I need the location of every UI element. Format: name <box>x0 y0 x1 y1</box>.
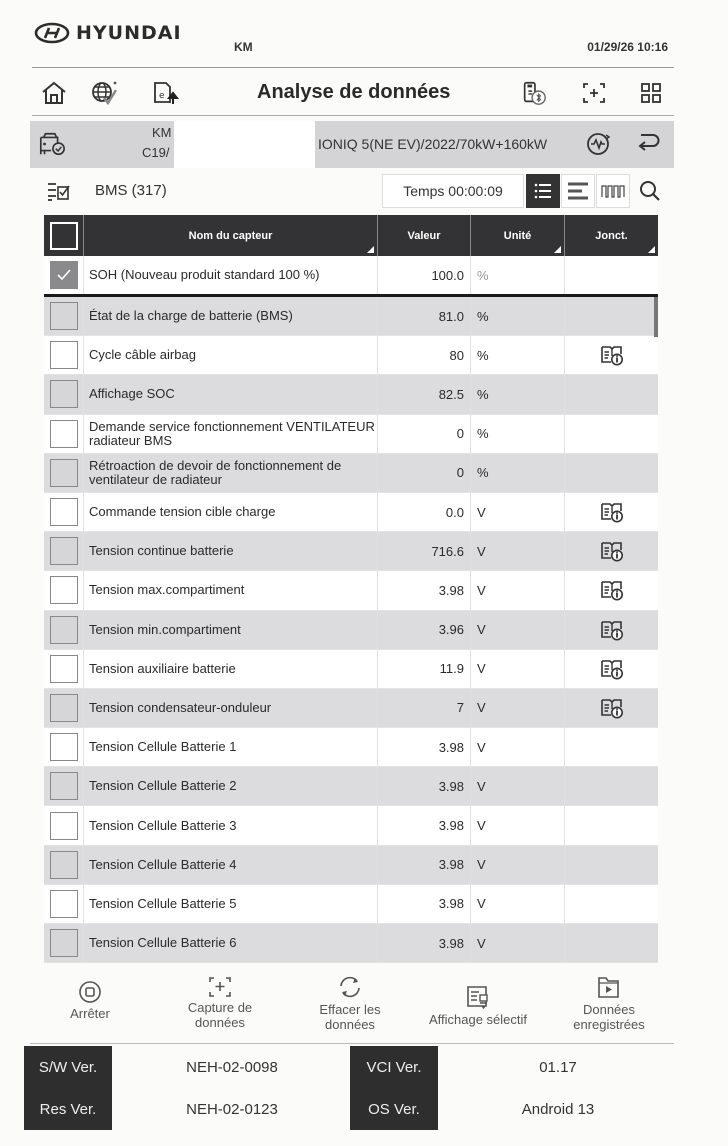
jonct-cell <box>565 767 658 805</box>
search-icon[interactable] <box>636 178 664 204</box>
sensor-value: 7 <box>378 689 471 727</box>
sensor-name: Cycle câble airbag <box>84 336 378 374</box>
stop-icon <box>78 980 102 1004</box>
row-checkbox-cell <box>44 336 84 374</box>
info-book-icon <box>600 344 624 366</box>
row-checkbox-cell <box>44 493 84 531</box>
vehicle-check-icon <box>38 131 66 157</box>
sensor-unit: V <box>471 532 565 570</box>
row-checkbox-cell <box>44 297 84 335</box>
jonct-cell <box>565 415 658 453</box>
row-checkbox[interactable] <box>50 420 78 448</box>
sensor-unit: V <box>471 924 565 962</box>
bar-view-button[interactable] <box>561 174 595 208</box>
folder-play-icon <box>596 974 622 1000</box>
table-body <box>44 256 658 963</box>
info-book-icon <box>600 540 624 562</box>
page-title: Analyse de données <box>257 81 451 103</box>
row-checkbox[interactable] <box>50 929 78 957</box>
row-checkbox-cell <box>44 532 84 570</box>
sensor-value: 3.98 <box>378 806 471 844</box>
sensor-name: Commande tension cible charge <box>84 493 378 531</box>
row-checkbox[interactable] <box>50 302 78 330</box>
refresh-icon <box>336 974 364 1000</box>
row-checkbox[interactable] <box>50 890 78 918</box>
row-checkbox-cell <box>44 611 84 649</box>
sensor-value: 3.98 <box>378 728 471 766</box>
checklist-icon[interactable] <box>44 178 72 204</box>
list-view-button[interactable] <box>526 174 560 208</box>
column-jonct-label: Jonct. <box>595 229 628 242</box>
table-row[interactable] <box>44 650 658 689</box>
unit-label: KM <box>234 40 253 54</box>
version-info <box>24 1046 684 1130</box>
sensor-unit: V <box>471 846 565 884</box>
stop-button[interactable] <box>52 976 128 1021</box>
column-value <box>378 215 471 256</box>
sensor-name: Tension Cellule Batterie 4 <box>84 846 378 884</box>
sensor-value: 11.9 <box>378 650 471 688</box>
row-checkbox-cell <box>44 806 84 844</box>
status-bar <box>32 22 674 68</box>
row-checkbox[interactable] <box>50 341 78 369</box>
column-name-label: Nom du capteur <box>188 229 273 242</box>
row-checkbox-cell <box>44 375 84 413</box>
select-all-cell <box>44 215 84 256</box>
column-name[interactable] <box>84 215 378 256</box>
capture-label-1: Capture de <box>187 1000 253 1015</box>
sensor-unit: V <box>471 650 565 688</box>
row-checkbox[interactable] <box>50 655 78 683</box>
sensor-unit: % <box>471 256 565 294</box>
res-version-value: NEH-02-0123 <box>186 1100 278 1118</box>
row-checkbox[interactable] <box>50 812 78 840</box>
sensor-unit: V <box>471 689 565 727</box>
select-all-checkbox[interactable] <box>50 222 78 250</box>
row-checkbox-cell <box>44 924 84 962</box>
svg-text:e: e <box>159 91 165 101</box>
waveform-icon <box>601 183 625 199</box>
jonct-cell[interactable] <box>565 532 658 570</box>
row-checkbox[interactable] <box>50 576 78 604</box>
sensor-unit: % <box>471 454 565 492</box>
table-row[interactable] <box>44 493 658 532</box>
os-version-value: Android 13 <box>521 1100 595 1118</box>
row-checkbox[interactable] <box>50 498 78 526</box>
saved-label-2: enregistrées <box>573 1017 645 1032</box>
sensor-name: Affichage SOC <box>84 375 378 413</box>
row-checkbox[interactable] <box>50 694 78 722</box>
list-icon <box>533 182 553 200</box>
info-book-icon <box>600 501 624 523</box>
sensor-name: SOH (Nouveau produit standard 100 %) <box>84 256 378 294</box>
row-checkbox-cell <box>44 571 84 609</box>
sensor-value: 3.98 <box>378 846 471 884</box>
jonct-cell <box>565 924 658 962</box>
sensor-unit: V <box>471 806 565 844</box>
row-checkbox[interactable] <box>50 851 78 879</box>
sensor-value: 0.0 <box>378 493 471 531</box>
jonct-cell[interactable] <box>565 336 658 374</box>
row-checkbox-cell <box>44 650 84 688</box>
table-row[interactable] <box>44 297 658 336</box>
jonct-cell <box>565 256 658 294</box>
check-icon <box>56 268 72 282</box>
table-row[interactable] <box>44 924 658 963</box>
jonct-cell <box>565 728 658 766</box>
vehicle-code: C19/ <box>142 145 170 160</box>
clear-label-2: données <box>325 1017 375 1032</box>
table-row[interactable] <box>44 728 658 767</box>
row-checkbox[interactable] <box>50 733 78 761</box>
sensor-value: 3.98 <box>378 924 471 962</box>
list-header <box>30 172 674 210</box>
table-row[interactable] <box>44 571 658 610</box>
home-icon[interactable] <box>40 80 68 106</box>
saved-label-1: Données <box>582 1002 636 1017</box>
sensor-name: Tension Cellule Batterie 1 <box>84 728 378 766</box>
capture-icon[interactable] <box>580 80 608 106</box>
row-checkbox[interactable] <box>50 616 78 644</box>
jonct-cell[interactable] <box>565 611 658 649</box>
table-row[interactable] <box>44 767 658 806</box>
sensor-value: 0 <box>378 415 471 453</box>
res-version-label: Res Ver. <box>24 1088 112 1130</box>
vci-version-label: VCI Ver. <box>350 1046 438 1088</box>
table-header <box>44 215 658 256</box>
sensor-value: 0 <box>378 454 471 492</box>
selective-display-icon <box>465 984 491 1010</box>
row-checkbox-cell <box>44 689 84 727</box>
brand-name: HYUNDAI <box>76 22 182 44</box>
redacted-area <box>174 121 315 168</box>
table-row[interactable] <box>44 336 658 375</box>
column-value-label: Valeur <box>407 229 441 242</box>
jonct-cell <box>565 375 658 413</box>
row-checkbox[interactable] <box>50 380 78 408</box>
jonct-cell <box>565 806 658 844</box>
toolbar <box>32 70 674 116</box>
sensor-value: 716.6 <box>378 532 471 570</box>
row-checkbox[interactable] <box>50 772 78 800</box>
sensor-name: Tension min.compartiment <box>84 611 378 649</box>
vehicle-scan-icon[interactable] <box>584 131 612 157</box>
sensor-name: État de la charge de batterie (BMS) <box>84 297 378 335</box>
table-row[interactable] <box>44 375 658 414</box>
return-icon[interactable] <box>634 131 662 157</box>
info-book-icon <box>600 658 624 680</box>
sensor-name: Tension condensateur-onduleur <box>84 689 378 727</box>
sensor-unit: V <box>471 728 565 766</box>
table-row[interactable] <box>44 689 658 728</box>
sensor-unit: V <box>471 611 565 649</box>
jonct-cell[interactable] <box>565 571 658 609</box>
action-bar <box>30 970 674 1044</box>
sort-icon <box>367 246 374 253</box>
timer-display: Temps 00:00:09 <box>382 174 524 208</box>
vci-version-value: 01.17 <box>539 1058 577 1076</box>
hyundai-emblem-icon <box>34 22 70 44</box>
sensor-value: 80 <box>378 336 471 374</box>
sensor-value: 100.0 <box>378 256 471 294</box>
row-checkbox[interactable] <box>50 537 78 565</box>
sensor-value: 3.98 <box>378 767 471 805</box>
sensor-value: 3.96 <box>378 611 471 649</box>
selective-display-button[interactable] <box>412 982 544 1027</box>
sensor-unit: V <box>471 767 565 805</box>
jonct-cell <box>565 885 658 923</box>
jonct-cell[interactable] <box>565 650 658 688</box>
sensor-table <box>44 215 658 963</box>
sensor-value: 3.98 <box>378 885 471 923</box>
jonct-cell[interactable] <box>565 689 658 727</box>
clear-label-1: Effacer les <box>319 1002 381 1017</box>
capture-label-2: données <box>195 1015 245 1030</box>
sensor-value: 82.5 <box>378 375 471 413</box>
sensor-name: Tension Cellule Batterie 6 <box>84 924 378 962</box>
datetime: 01/29/26 10:16 <box>587 40 668 54</box>
column-jonct[interactable] <box>565 215 658 256</box>
row-checkbox-cell <box>44 415 84 453</box>
sort-icon <box>554 246 561 253</box>
table-row[interactable] <box>44 256 658 297</box>
info-book-icon <box>600 619 624 641</box>
sensor-name: Tension Cellule Batterie 2 <box>84 767 378 805</box>
sw-version-label: S/W Ver. <box>24 1046 112 1088</box>
os-version-label: OS Ver. <box>350 1088 438 1130</box>
graph-view-button[interactable] <box>596 174 630 208</box>
hyundai-logo <box>34 22 182 44</box>
row-checkbox-cell <box>44 767 84 805</box>
sensor-name: Tension Cellule Batterie 3 <box>84 806 378 844</box>
sort-icon <box>648 246 655 253</box>
row-checkbox[interactable] <box>50 459 78 487</box>
saved-data-button[interactable] <box>560 972 658 1032</box>
sensor-name: Tension auxiliaire batterie <box>84 650 378 688</box>
sensor-name: Tension Cellule Batterie 5 <box>84 885 378 923</box>
sw-version-value: NEH-02-0098 <box>186 1058 278 1076</box>
scrollbar[interactable] <box>654 297 658 337</box>
vehicle-model: IONIQ 5(NE EV)/2022/70kW+160kW <box>318 136 548 152</box>
table-row[interactable] <box>44 846 658 885</box>
table-row[interactable] <box>44 415 658 454</box>
info-book-icon <box>600 579 624 601</box>
row-checkbox[interactable] <box>50 261 78 289</box>
sensor-value: 81.0 <box>378 297 471 335</box>
globe-check-icon[interactable] <box>90 80 118 106</box>
row-checkbox-cell <box>44 846 84 884</box>
row-checkbox-cell <box>44 885 84 923</box>
row-checkbox-cell <box>44 454 84 492</box>
sensor-unit: V <box>471 493 565 531</box>
sensor-unit: % <box>471 415 565 453</box>
jonct-cell <box>565 846 658 884</box>
selective-label: Affichage sélectif <box>428 1012 528 1027</box>
grid-icon[interactable] <box>637 80 665 106</box>
sensor-name: Rétroaction de devoir de fonctionnement de ventilateur de radiateur <box>84 454 378 492</box>
vci-bluetooth-icon[interactable] <box>520 80 548 106</box>
clear-data-button[interactable] <box>302 972 398 1032</box>
group-label: BMS (317) <box>95 182 167 199</box>
e-upload-icon[interactable] <box>152 80 180 106</box>
table-row[interactable] <box>44 806 658 845</box>
column-unit-label: Unité <box>503 229 532 242</box>
vehicle-km-label: KM <box>152 125 172 140</box>
capture-icon <box>208 976 232 998</box>
bars-icon <box>567 182 589 200</box>
row-checkbox-cell <box>44 256 84 294</box>
jonct-cell <box>565 454 658 492</box>
info-book-icon <box>600 697 624 719</box>
sensor-name: Tension continue batterie <box>84 532 378 570</box>
table-row[interactable] <box>44 611 658 650</box>
table-row[interactable] <box>44 885 658 924</box>
jonct-cell <box>565 297 658 335</box>
sensor-unit: V <box>471 885 565 923</box>
table-row[interactable] <box>44 532 658 571</box>
table-row[interactable] <box>44 454 658 493</box>
column-unit[interactable] <box>471 215 565 256</box>
sensor-name: Tension max.compartiment <box>84 571 378 609</box>
sensor-unit: % <box>471 336 565 374</box>
sensor-value: 3.98 <box>378 571 471 609</box>
sensor-unit: % <box>471 375 565 413</box>
capture-data-button[interactable] <box>170 970 270 1030</box>
vehicle-info-bar <box>30 121 674 168</box>
sensor-unit: V <box>471 571 565 609</box>
row-checkbox-cell <box>44 728 84 766</box>
jonct-cell[interactable] <box>565 493 658 531</box>
stop-label: Arrêter <box>70 1006 110 1021</box>
sensor-name: Demande service fonctionnement VENTILATEUR radiateur BMS <box>84 415 378 453</box>
sensor-unit: % <box>471 297 565 335</box>
